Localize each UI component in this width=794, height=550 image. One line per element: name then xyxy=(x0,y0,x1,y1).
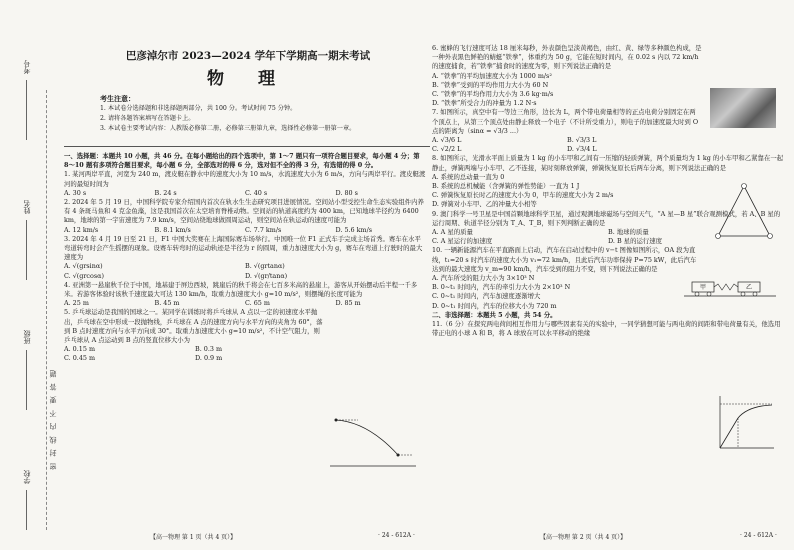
q9-option: C. A 星运行的加速度 xyxy=(432,237,493,246)
xuexiao-line[interactable] xyxy=(26,490,27,530)
binding-margin xyxy=(0,0,56,550)
question-7: 7. 如图所示，真空中有一等边三角形，边长为 L，两个带电荷量相等的正点电荷分别固定在两个顶点上，从第三个顶点处由静止释放一个电子（不计所受重力），则电子的加速度最大时到 O 点的距离为（sinα = √3/3 ...） xyxy=(432,108,699,135)
cart-jia-label: 甲 xyxy=(700,284,707,291)
q10-option: A. 汽车所受的阻力大小为 3×10³ N xyxy=(432,274,535,283)
q7-option: D. √3/4 L xyxy=(567,145,597,154)
question-10-options xyxy=(432,274,702,311)
q4-option: D. 85 m xyxy=(335,299,361,308)
left-footer: 【高一物理 第 1 页（共 4 页）】 xyxy=(150,534,237,541)
q8-option: A. 系统的总动量一直为 0 xyxy=(432,172,505,181)
cart-yi-label: 乙 xyxy=(746,284,753,291)
question-11: 11.（6 分）在探究两电荷间相互作用力与哪些因素有关的实验中，一同学猜想可能与两电荷的间距和带电荷量有关，他选用带正电的小球 A 和 B，将 A 球放在可以水平移动的绝缘 xyxy=(432,320,781,338)
note-1: 1. 本试卷分选择题和非选择题两部分，共 100 分。考试时间 75 分钟。 xyxy=(100,105,297,112)
question-5-options xyxy=(64,345,326,363)
question-8-options xyxy=(432,173,672,210)
question-9: 9. 澳门科学一号卫星是中国首颗地球科学卫星，通过观测地球磁场与空间天气，“A 星—B 星”联合观测模式，若 A、B 星的运行周期、轨道半径分别为 T_A、T_B，则下列判断正确的是 xyxy=(432,209,781,227)
q7-option: C. √2/2 L xyxy=(432,145,462,154)
question-7-options xyxy=(432,136,702,154)
q8-option: B. 系统的总机械能（含弹簧的弹性势能）一直为 1 J xyxy=(432,182,580,191)
q1-option: C. 40 s xyxy=(245,188,268,197)
q3-option: D. √(gr/tanα) xyxy=(245,271,288,280)
q2-option: A. 12 km/s xyxy=(64,225,99,234)
triangle-charge-figure xyxy=(712,180,776,242)
xuexiao-label: 学校 xyxy=(23,470,31,484)
right-column xyxy=(432,0,784,550)
q5-option: C. 0.45 m xyxy=(64,354,96,363)
q8-option: C. 弹簧恢复原长时乙的速度大小为 0，甲车的速度大小为 2 m/s xyxy=(432,191,614,200)
q6-option: A. “铁拳”的平均加速度大小为 1000 m/s² xyxy=(432,71,552,80)
ping-pong-trajectory-figure xyxy=(328,410,418,470)
question-4: 4. 亚洲第一悬崖秋千位于中国，地基建于屏边西坡，跳崖后的秋千将会在七百多米高的悬崖上，游客从开始摆动后半程一千多米。若游客体验时该秋千速度最大可达 130 km/h，取重力加速度大小 g=10 m/s²，则摆绳的长度可能为 xyxy=(64,280,418,299)
question-1-options xyxy=(64,189,426,198)
q6-option: C. “铁拳”的平均作用力大小为 3.6 kg·m/s xyxy=(432,90,554,99)
question-1: 1. 某河两岸平直，河宽为 240 m，渡皮艇在静水中的速度大小为 10 m/s，水流速度大小为 6 m/s，方向与两岸平行。渡皮艇渡河的最短时间为 xyxy=(64,170,426,188)
dragonfly-photo xyxy=(710,88,776,128)
note-3: 3. 本试卷主要考试内容：人教版必修第二册，必修第三册第九章，选择性必修第一册第一章。 xyxy=(100,125,356,132)
kaohao-label: 考号 xyxy=(23,60,31,74)
q3-option: C. √(grcosα) xyxy=(64,271,104,280)
q5-option: A. 0.15 m xyxy=(64,345,95,354)
q2-option: D. 5.6 km/s xyxy=(335,225,373,234)
q1-option: A. 30 s xyxy=(64,188,87,197)
q9-option: B. 地球的质量 xyxy=(608,228,649,237)
q2-option: C. 7.7 km/s xyxy=(245,225,282,234)
q7-option: B. √3/3 L xyxy=(567,136,597,145)
q2-option: B. 8.1 km/s xyxy=(154,225,191,234)
question-6-options xyxy=(432,72,702,109)
q10-option: D. 0~t₁ 时间内，汽车的位移大小为 720 m xyxy=(432,301,557,310)
q4-option: A. 25 m xyxy=(64,299,89,308)
carts-spring-figure xyxy=(682,270,778,300)
kaohao-line[interactable] xyxy=(26,80,27,140)
q5-option: B. 0.3 m xyxy=(195,345,223,354)
q4-option: B. 45 m xyxy=(154,299,180,308)
question-5: 5. 乒乓球运动是我国的国球之一。某同学在训练时将乒乓球从 A 点以一定的初速度水平抛出，乒乓球在空中形成一段抛物线，乒乓球在 A 点的速度方向与水平方向的夹角为 60°，落到 B 点时速度方向与水平方向成 30°。取重力加速度大小 g=10 m/s²，不计空气阻力，则乒乓球从 A 点运动到 B 点的竖直位移大小为 xyxy=(64,308,323,345)
banji-label: 班级 xyxy=(23,330,31,344)
q5-option: D. 0.9 m xyxy=(195,354,223,363)
q7-option: A. √3/6 L xyxy=(432,136,462,145)
question-8: 8. 如图所示，光滑水平面上质量为 1 kg 的小车甲和乙间有一压缩的轻质弹簧，两个质量均为 1 kg 的小车甲和乙紧靠在一起静止，弹簧两端与小车甲、乙不连接，某时刻释放弹簧，弹簧恢复原长后两车分离，则下列说法正确的是 xyxy=(432,154,784,172)
q1-option: D. 80 s xyxy=(335,188,358,197)
q9-option: D. B 星的运行速度 xyxy=(608,237,663,246)
subject-title: 物 理 xyxy=(207,69,289,89)
q10-option: B. 0~t₁ 时间内，汽车的牵引力大小为 2×10³ N xyxy=(432,283,571,292)
question-2-options xyxy=(64,226,426,235)
left-page-code: · 24 - 612A · xyxy=(378,532,415,539)
q9-option: A. A 星的质量 xyxy=(432,228,473,237)
xingming-line[interactable] xyxy=(26,220,27,280)
q6-option: D. “铁拳”所受合力的冲量为 1.2 N·s xyxy=(432,99,537,108)
note-2: 2. 请将各题答案填写在答题卡上。 xyxy=(100,115,195,122)
left-column xyxy=(60,0,425,550)
seal-warning: 密 封 线 内 不 要 答 题 xyxy=(49,368,57,470)
right-page-code: · 24 - 612A · xyxy=(740,532,777,539)
banji-line[interactable] xyxy=(26,350,27,410)
right-footer: 【高一物理 第 2 页（共 4 页）】 xyxy=(540,534,627,541)
q4-option: C. 65 m xyxy=(245,299,270,308)
section-1-heading: 一、选择题：本题共 10 小题，共 46 分。在每小题给出的四个选项中，第 1～7 题只有一项符合题目要求，每小题 4 分；第 8～10 题有多项符合题目要求，每小题 6 分，全部选对的得 6 分，选对但不全的得 3 分，有选错的得 0 分。 xyxy=(64,152,420,170)
q8-option: D. 弹簧对小车甲、乙的冲量大小相等 xyxy=(432,200,537,209)
question-10: 10. 一辆新能源汽车在平直路面上启动，汽车在启动过程中的 v−t 图像如图所示，OA 段为直线，t₁=20 s 时汽车的速度大小为 v₁=72 km/h，且此后汽车功率保持 P=75 kW，此后汽车达到的最大速度为 v_m=90 km/h，汽车受到的阻力不变，则下列说法正确的是 xyxy=(432,246,697,273)
question-2: 2. 2024 年 5 月 19 日，中国科学院专家介绍国内首次在轨水生生态研究项目进展情况。空间站小型受控生命生态实验组件内养有 4 条斑马鱼和 4 克金鱼藻，这是我国首次在太空培育脊椎动物。空间站的轨道高度约为 400 km，已知地球半径约为 6400 km，地球的第一宇宙速度为 7.9 km/s，空间站绕地球做圆周运动，则空间站在轨运动的速度可能为 xyxy=(64,198,424,225)
velocity-time-graph xyxy=(712,392,778,454)
question-6: 6. 蜜蜂的飞行速度可达 18 厘米每秒，外表颜色呈淡黄褐色，由红、黄、绿等多种颜色构成，是一种外表黑色鲜艳的蜻蜓“铁拳”，体重约为 50 g，它能在短时间内，在 0.02 s 内以 72 km/h 的速度捕食，若“铁拳”捕食时的速度为零，则下列说法正确的是 xyxy=(432,44,702,71)
q1-option: B. 24 s xyxy=(154,188,177,197)
notes-heading: 考生注意： xyxy=(100,94,135,103)
q10-option: C. 0~t₁ 时间内，汽车加速度逐渐增大 xyxy=(432,292,541,301)
question-3-options xyxy=(64,262,426,280)
section-2-heading: 二、非选择题：本题共 5 小题，共 54 分。 xyxy=(432,310,557,319)
xingming-label: 姓名 xyxy=(23,200,31,214)
q6-option: B. “铁拳”受到的平均作用力大小为 60 N xyxy=(432,80,549,89)
q3-option: A. √(grsinα) xyxy=(64,262,103,271)
q3-option: B. √(grtanα) xyxy=(245,262,285,271)
question-3: 3. 2024 年 4 月 19 日至 21 日，F1 中国大奖赛在上海国际赛车场举行。中国唯一位 F1 正式车手完成主场首秀。赛车在水平弯道转弯时会产生摇摆的现象。设赛车转弯时的运动轨迹是半径为 r 的圆周，重力加速度大小为 g，赛车在弯道上行驶时的最大速度为 xyxy=(64,234,423,262)
exam-title: 巴彦淖尔市 2023—2024 学年下学期高一期末考试 xyxy=(125,50,371,62)
seal-dash-line xyxy=(46,90,47,530)
